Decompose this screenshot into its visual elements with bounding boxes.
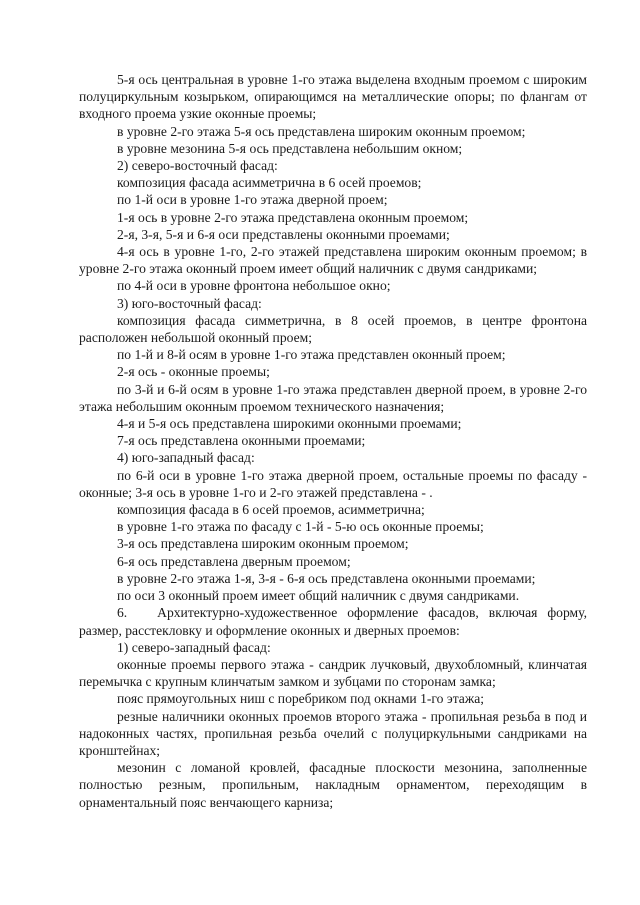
paragraph: 2-я ось - оконные проемы;	[117, 364, 270, 380]
paragraph: пояс прямоугольных ниш с поребриком под окнами 1-го этажа;	[117, 691, 485, 707]
paragraph: 4-я и 5-я ось представлена широкими оконными проемами;	[117, 416, 462, 432]
paragraph: 7-я ось представлена оконными проемами;	[117, 433, 366, 449]
paragraph: 3) юго-восточный фасад:	[117, 295, 262, 311]
paragraph: в уровне мезонина 5-я ось представлена небольшим окном;	[117, 140, 463, 156]
paragraph: мезонин с ломаной кровлей, фасадные плоскости мезонина, заполненные полностью резным, пропильным, накладным орнаментом, переходящим в орнаментальный пояс венчающего карниза;	[79, 760, 587, 810]
paragraph: по 4-й оси в уровне фронтона небольшое окно;	[117, 278, 391, 294]
paragraph: по 1-й и 8-й осям в уровне 1-го этажа представлен оконный проем;	[117, 347, 506, 363]
paragraph: по 6-й оси в уровне 1-го этажа дверной проем, остальные проемы по фасаду - оконные; 3-я ось в уровне 1-го и 2-го этажей представлена - .	[79, 467, 587, 500]
paragraph: 6-я ось представлена дверным проемом;	[117, 553, 351, 569]
paragraph: композиция фасада симметрична, в 8 осей проемов, в центре фронтона расположен небольшой оконный проем;	[79, 312, 587, 346]
paragraph: 5-я ось центральная в уровне 1-го этажа выделена входным проемом с широким полуциркульным козырьком, опирающимся на металлические опоры; по флангам от входного проема узкие оконные проемы;	[79, 72, 587, 122]
paragraph: 4) юго-западный фасад:	[117, 450, 255, 466]
document-body	[79, 71, 587, 811]
paragraph: 6. Архитектурно-художественное оформление фасадов, включая форму, размер, расстекловку и оформление оконных и дверных проемов:	[79, 605, 587, 638]
paragraph: композиция фасада в 6 осей проемов, асимметрична;	[117, 502, 425, 518]
paragraph: по оси 3 оконный проем имеет общий наличник с двумя сандриками.	[117, 588, 520, 604]
paragraph: оконные проемы первого этажа - сандрик лучковый, двухобломный, клинчатая перемычка с крупным клинчатым замком и зубцами по сторонам замка;	[79, 656, 587, 690]
paragraph: 4-я ось в уровне 1-го, 2-го этажей представлена широким оконным проемом; в уровне 2-го этажа оконный проем имеет общий наличник с двумя сандриками;	[79, 244, 587, 277]
paragraph: резные наличники оконных проемов второго этажа - пропильная резьба в под и надоконных частях, пропильная резьба очелий с полуциркульными сандриками на кронштейнах;	[79, 708, 587, 758]
paragraph: в уровне 1-го этажа по фасаду с 1-й - 5-ю ось оконные проемы;	[117, 519, 484, 535]
paragraph: 2) северо-восточный фасад:	[117, 158, 278, 174]
paragraph: по 1-й оси в уровне 1-го этажа дверной проем;	[117, 192, 388, 208]
paragraph: по 3-й и 6-й осям в уровне 1-го этажа представлен дверной проем, в уровне 2-го этажа небольшим оконным проемом технического назначения;	[79, 381, 587, 414]
paragraph: 1-я ось в уровне 2-го этажа представлена оконным проемом;	[117, 209, 469, 225]
paragraph: в уровне 2-го этажа 1-я, 3-я - 6-я ось представлена оконными проемами;	[117, 570, 536, 586]
paragraph: композиция фасада асимметрична в 6 осей проемов;	[117, 175, 422, 191]
paragraph: 1) северо-западный фасад:	[117, 639, 271, 655]
paragraph: 2-я, 3-я, 5-я и 6-я оси представлены оконными проемами;	[117, 226, 450, 242]
paragraph: в уровне 2-го этажа 5-я ось представлена широким оконным проемом;	[117, 123, 526, 139]
paragraph: 3-я ось представлена широким оконным проемом;	[117, 536, 409, 552]
